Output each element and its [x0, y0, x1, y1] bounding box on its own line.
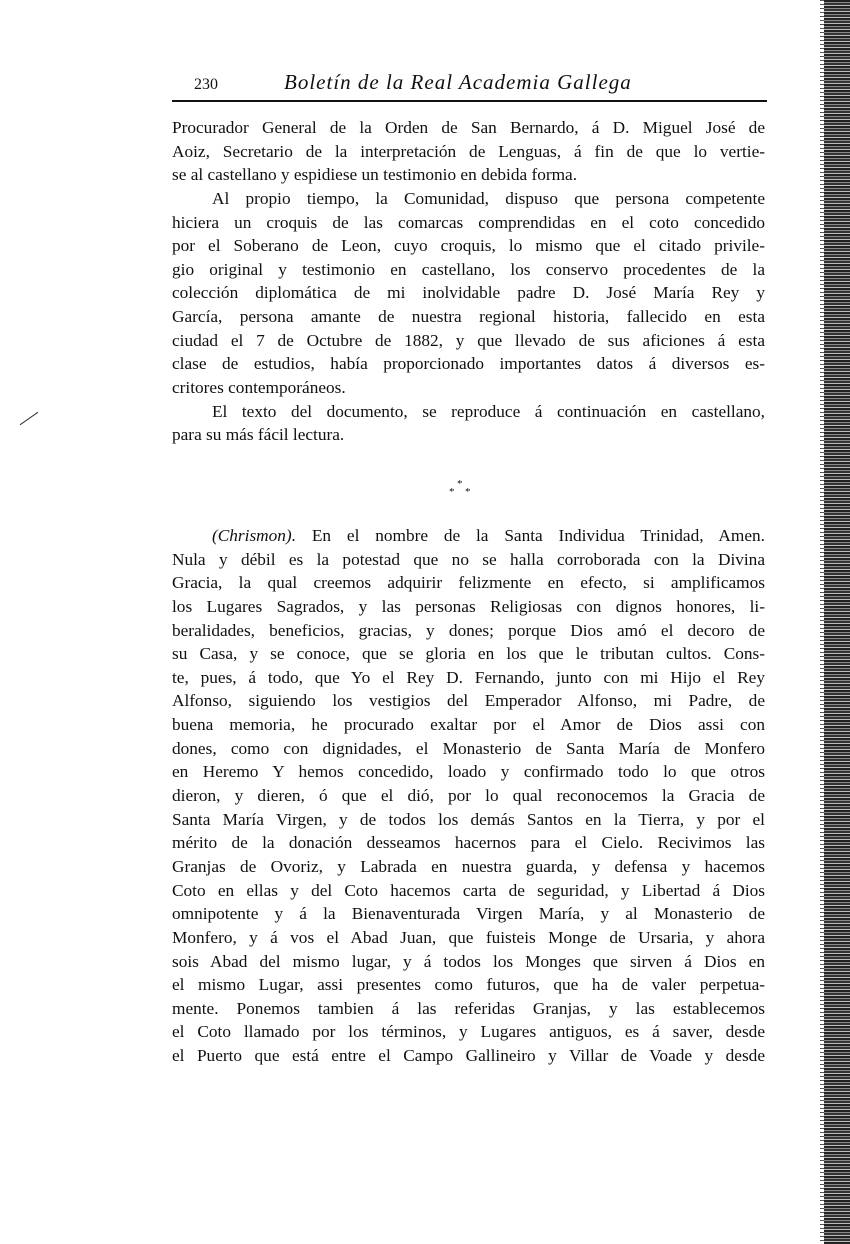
text-line: omnipotente y á la Bienaventurada Virgen María, y al Monasterio de: [172, 904, 765, 924]
header-rule: [172, 100, 767, 102]
text-line: sois Abad del mismo lugar, y á todos los Monges que sirven á Dios en: [172, 951, 765, 971]
text-line: [172, 524, 765, 548]
text-line: te, pues, á todo, que Yo el Rey D. Fernando, junto con mi Hijo el Rey: [172, 667, 765, 687]
text-line: Alfonso, siguiendo los vestigios del Emperador Alfonso, mi Padre, de: [172, 691, 765, 711]
text-line: gio original y testimonio en castellano, los conservo procedentes de la: [172, 259, 765, 279]
asterism-star: *: [465, 486, 471, 498]
margin-mark: [20, 412, 39, 425]
text-line: los Lugares Sagrados, y las personas Religiosas con dignos honores, li-: [172, 596, 765, 616]
intro-text: [172, 116, 765, 447]
text-line: Aoiz, Secretario de la interpretación de Lenguas, á fin de que lo vertie-: [172, 141, 765, 161]
text-line: por el Soberano de Leon, cuyo croquis, lo mismo que el citado privile-: [172, 236, 765, 256]
text-line: beralidades, beneficios, gracias, y dones; porque Dios amó el decoro de: [172, 620, 765, 640]
text-line: Procurador General de la Orden de San Bernardo, á D. Miguel José de: [172, 118, 765, 137]
text-line: se al castellano y espidiese un testimonio en debida forma.: [172, 165, 578, 185]
running-title: Boletín de la Real Academia Gallega: [284, 70, 632, 94]
running-header: [172, 70, 767, 100]
asterism-star: *: [449, 486, 455, 498]
text-line: El texto del documento, se reproduce á continuación en castellano,: [212, 401, 765, 421]
text-line: Coto en ellas y del Coto hacemos carta de seguridad, y Libertad á Dios: [172, 880, 765, 900]
text-line: Santa María Virgen, y de todos los demás Santos en la Tierra, y por el: [172, 809, 765, 829]
asterism: [446, 478, 476, 502]
text-line: Nula y débil es la potestad que no se halla corroborada con la Divina: [172, 549, 765, 569]
book-binding-edge: [824, 0, 850, 1244]
text-line: ciudad el 7 de Octubre de 1882, y que llevado de sus aficiones á esta: [172, 330, 765, 350]
text-line: clase de estudios, había proporcionado importantes datos á diversos es-: [172, 354, 765, 374]
text-line: Al propio tiempo, la Comunidad, dispuso que persona competente: [212, 188, 765, 208]
text-line: para su más fácil lectura.: [172, 425, 345, 445]
text-line: dieron, y dieren, ó que el dió, por lo qual reconocemos la Gracia de: [172, 786, 765, 806]
text-line: el Puerto que está entre el Campo Gallineiro y Villar de Voade y desde: [172, 1046, 765, 1066]
text-line: critores contemporáneos.: [172, 378, 346, 398]
text-line: dones, como con dignidades, el Monasterio de Santa María de Monfero: [172, 738, 765, 758]
text-line: el Coto llamado por los términos, y Lugares antiguos, es á saver, desde: [172, 1022, 765, 1042]
text-line: el mismo Lugar, assi presentes como futuros, que ha de valer perpetua-: [172, 975, 765, 995]
text-line: Monfero, y á vos el Abad Juan, que fuisteis Monge de Ursaria, y ahora: [172, 927, 765, 947]
chrismon-label: (Chrismon).: [212, 526, 297, 545]
text-line: García, persona amante de nuestra regional historia, fallecido en esta: [172, 307, 765, 327]
text-line: mérito de la donación desseamos hacernos para el Cielo. Recivimos las: [172, 833, 765, 853]
text-line: mente. Ponemos tambien á las referidas Granjas, y las establecemos: [172, 998, 765, 1018]
asterism-star: *: [457, 478, 463, 490]
text-line-rest: En el nombre de la Santa Individua Trinidad, Amen.: [296, 526, 765, 545]
document-transcription: [172, 524, 765, 1068]
text-line: colección diplomática de mi inolvidable padre D. José María Rey y: [172, 283, 765, 303]
text-line: buena memoria, he procurado exaltar por el Amor de Dios assi con: [172, 715, 765, 735]
text-line: en Heremo Y hemos concedido, loado y confirmado todo lo que otros: [172, 762, 765, 782]
text-line: Granjas de Ovoriz, y Labrada en nuestra guarda, y defensa y hacemos: [172, 856, 765, 876]
text-line: hiciera un croquis de las comarcas comprendidas en el coto concedido: [172, 212, 765, 232]
page-number: 230: [194, 76, 218, 93]
text-line: Gracia, la qual creemos adquirir felizmente en efecto, si amplificamos: [172, 573, 765, 593]
text-line: su Casa, y se conoce, que se gloria en los que le tributan cultos. Cons-: [172, 644, 765, 664]
